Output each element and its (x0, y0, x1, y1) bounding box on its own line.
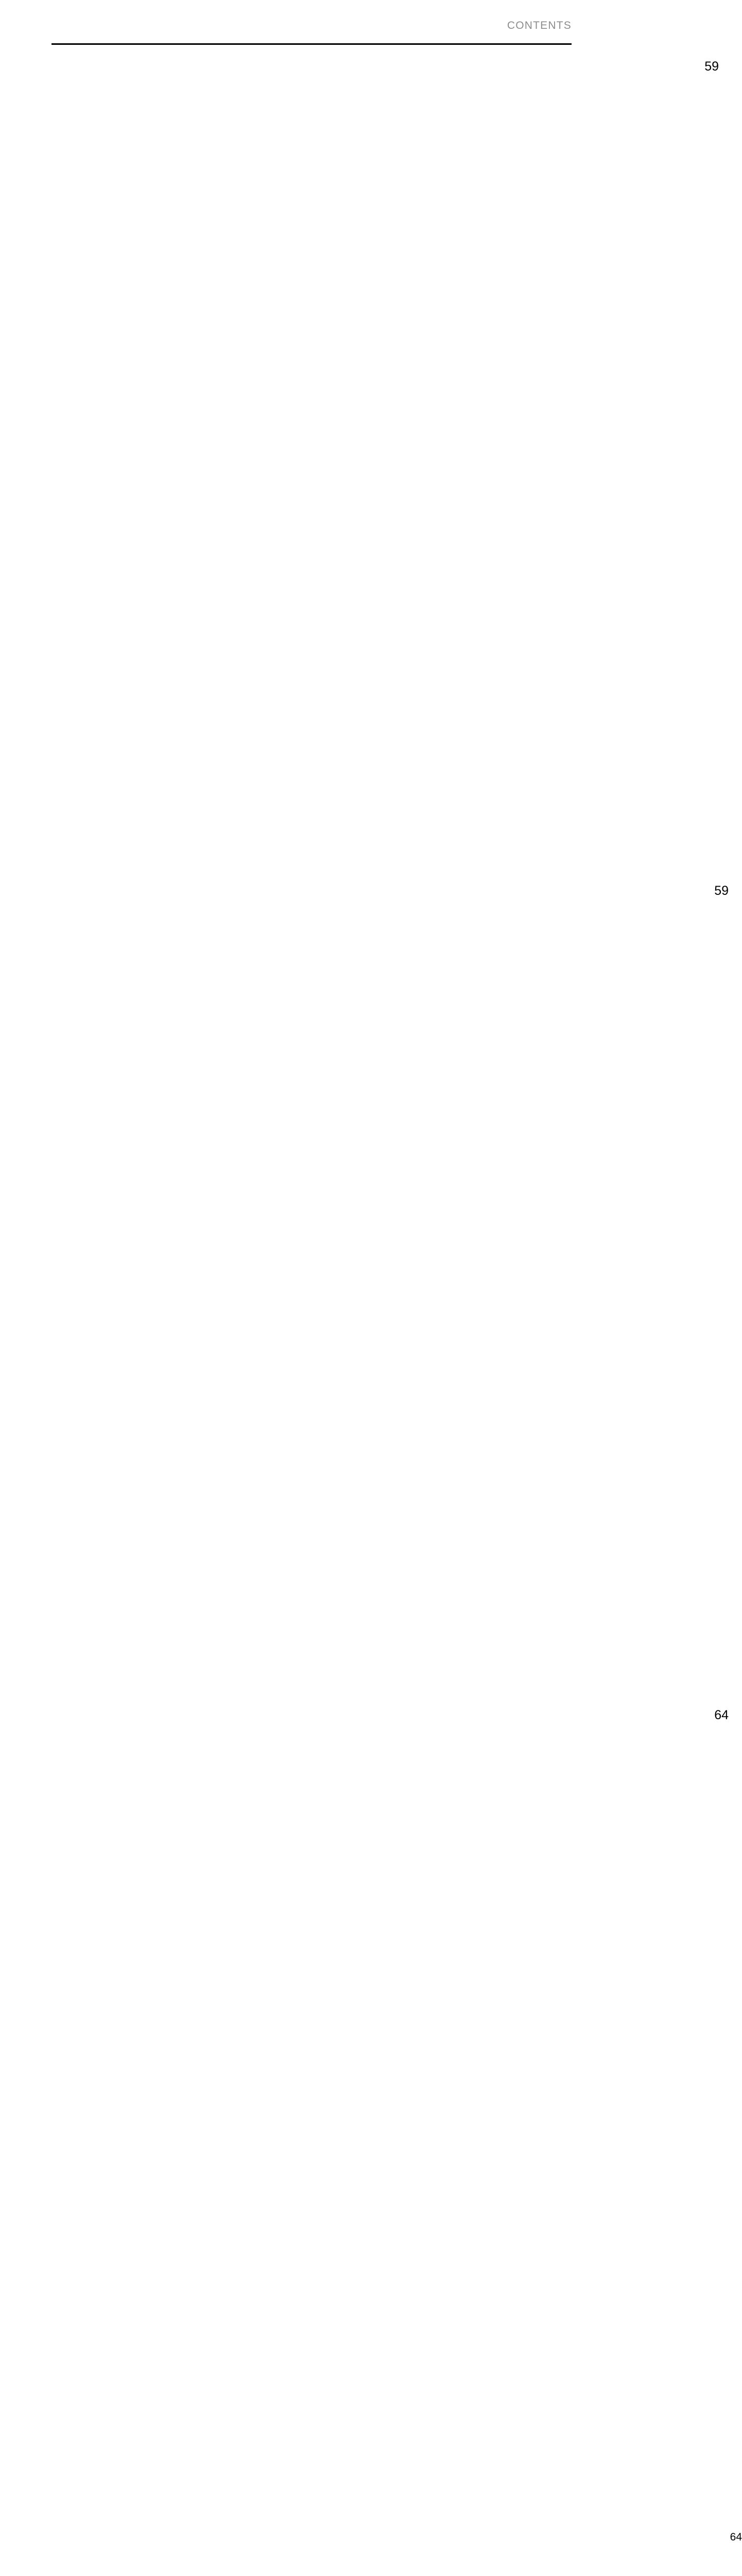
toc-entry-page: 59 (704, 59, 719, 74)
toc-entry[interactable] (0, 882, 729, 1706)
toc-entry[interactable] (0, 1706, 729, 2531)
toc-entry[interactable] (0, 2531, 742, 2576)
page-header (51, 20, 572, 32)
header-divider (51, 43, 572, 45)
page-header-label: CONTENTS (507, 20, 572, 31)
toc-entry[interactable] (0, 58, 719, 882)
toc-entry-page: 64 (730, 2531, 742, 2543)
toc-entry-page: 64 (714, 1708, 729, 1722)
toc-entry-page: 59 (714, 884, 729, 898)
table-of-contents (0, 58, 742, 2576)
